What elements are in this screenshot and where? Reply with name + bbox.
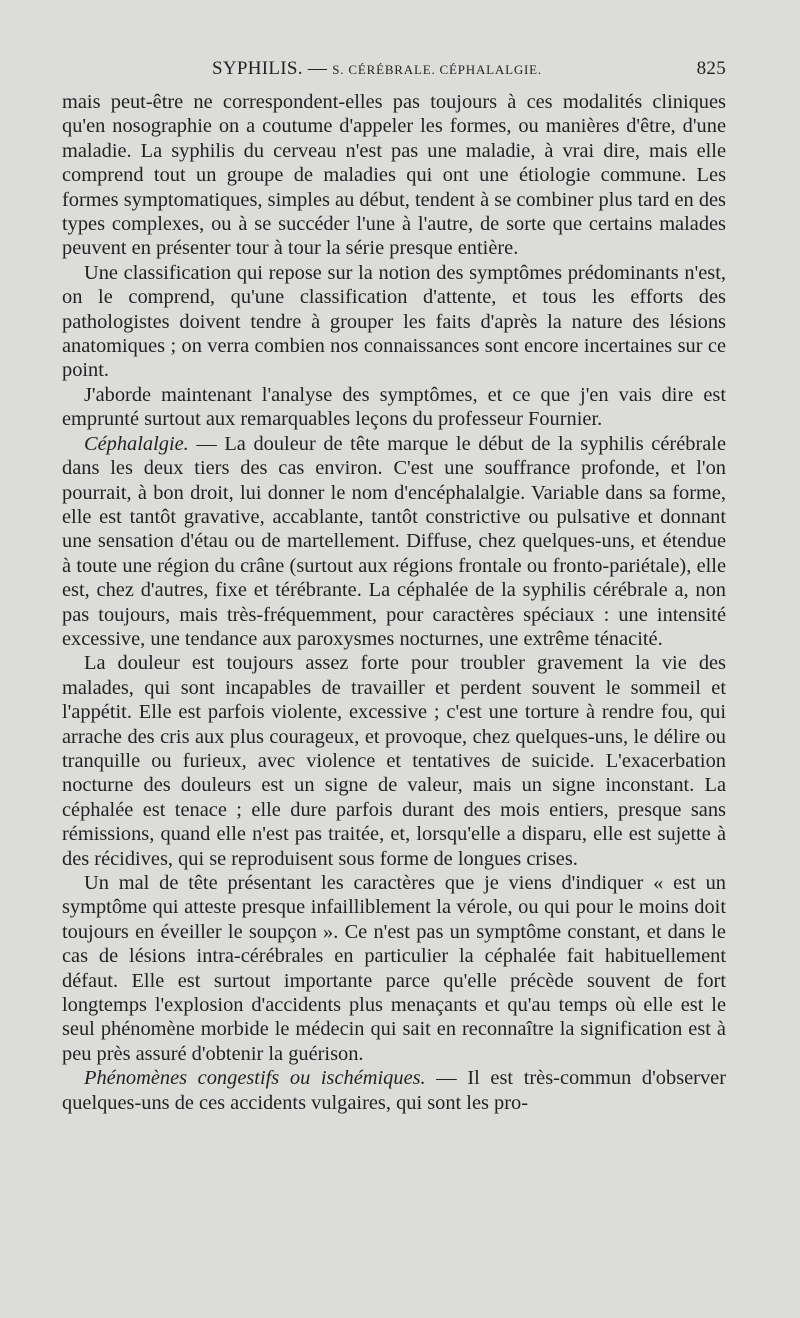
paragraph-text: La douleur est toujours assez forte pour troubler gravement la vie des malades, qui sont incapables de travailler et perdent souvent le sommeil et l'appétit. Elle est parfois violente, excessive ; c'est une torture à rendre fou, qui arrache des cris aux plus courageux, et provoque, chez quelques-uns, le délire ou tranquille ou furieux, avec violence et tentatives de suicide. L'exacerbation nocturne des douleurs est un signe de valeur, mais un signe inconstant. La céphalée est tenace ; elle dure parfois durant des mois entiers, presque sans rémissions, quand elle n'est pas traitée, et, lorsqu'elle a disparu, elle est sujette à des récidives, qui se reproduisent sous forme de longues crises. — [62, 652, 726, 870]
section-heading-cephalalgie: Céphalalgie. — [84, 432, 189, 455]
running-header — [62, 50, 726, 90]
body-text — [62, 90, 726, 1115]
paragraph-text: mais peut-être ne correspondent-elles pas toujours à ces modalités cliniques qu'en nosographie on a coutume d'appeler les formes, ou manières d'être, d'une maladie. La syphilis du cerveau n'est pas une maladie, à vrai dire, mais elle comprend tout un groupe de maladies qui ont une étiologie commune. Les formes symptomatiques, simples au début, tendent à se combiner plus tard en des types complexes, ou à se succéder l'une à l'autre, de sorte que certains malades peuvent en présenter tour à tour la série presque entière. — [62, 91, 726, 260]
running-title-main: SYPHILIS. — — [212, 58, 328, 79]
paragraph-text: — Il est très-commun d'observer quelques-uns de ces accidents vulgaires, qui sont les pro- — [62, 1067, 727, 1114]
paragraph-cephalalgie — [62, 432, 726, 652]
paragraph-text: Une classification qui repose sur la notion des symptômes prédominants n'est, on le comprend, qu'une classification d'attente, et tous les efforts des pathologistes doivent tendre à grouper les faits d'après la nature des lésions anatomiques ; on verra combien nos connaissances sont encore incertaines sur ce point. — [62, 261, 726, 382]
paragraph-2 — [62, 261, 726, 383]
running-title — [212, 58, 542, 80]
paragraph-5 — [62, 651, 726, 871]
paragraph-phenomenes — [62, 1066, 726, 1115]
paragraph-1 — [62, 90, 726, 261]
paragraph-text: Un mal de tête présentant les caractères que je viens d'indiquer « est un symptôme qui atteste presque infailliblement la vérole, ou qui pour le moins doit toujours en éveiller le soupçon ». Ce n'est pas un symptôme constant, et dans le cas de lésions intra-cérébrales en particulier la céphalée fait habituellement défaut. Elle est surtout importante parce qu'elle précède souvent de fort longtemps l'explosion d'accidents plus menaçants et qu'au temps où elle est le seul phénomène morbide le médecin qui sait en reconnaître la signification est à peu près assuré d'obtenir la guérison. — [62, 872, 726, 1065]
paragraph-3 — [62, 383, 726, 432]
paragraph-text: — La douleur de tête marque le début de la syphilis cérébrale dans les deux tiers des cas environ. C'est une souffrance profonde, et l'on pourrait, à bon droit, lui donner le nom d'encéphalalgie. Variable dans sa forme, elle est tantôt gravative, accablante, tantôt constrictive ou pulsative et donnant une sensation d'étau ou de martellement. Diffuse, chez quelques-uns, et étendue à toute une région du crâne (surtout aux régions frontale ou fronto-pariétale), elle est, chez d'autres, fixe et térébrante. La céphalée de la syphilis cérébrale a, non pas toujours, mais très-fréquemment, pour caractères spéciaux : une intensité excessive, une tendance aux paroxysmes nocturnes, une extrême ténacité. — [62, 432, 726, 650]
page-number: 825 — [696, 58, 726, 79]
paragraph-text: J'aborde maintenant l'analyse des symptômes, et ce que j'en vais dire est emprunté surtout aux remarquables leçons du professeur Fournier. — [62, 383, 726, 431]
section-heading-phenomenes: Phénomènes congestifs ou ischémiques. — [84, 1067, 426, 1090]
running-title-section: S. CÉRÉBRALE. CÉPHALALGIE. — [332, 62, 542, 77]
paragraph-6 — [62, 871, 726, 1066]
